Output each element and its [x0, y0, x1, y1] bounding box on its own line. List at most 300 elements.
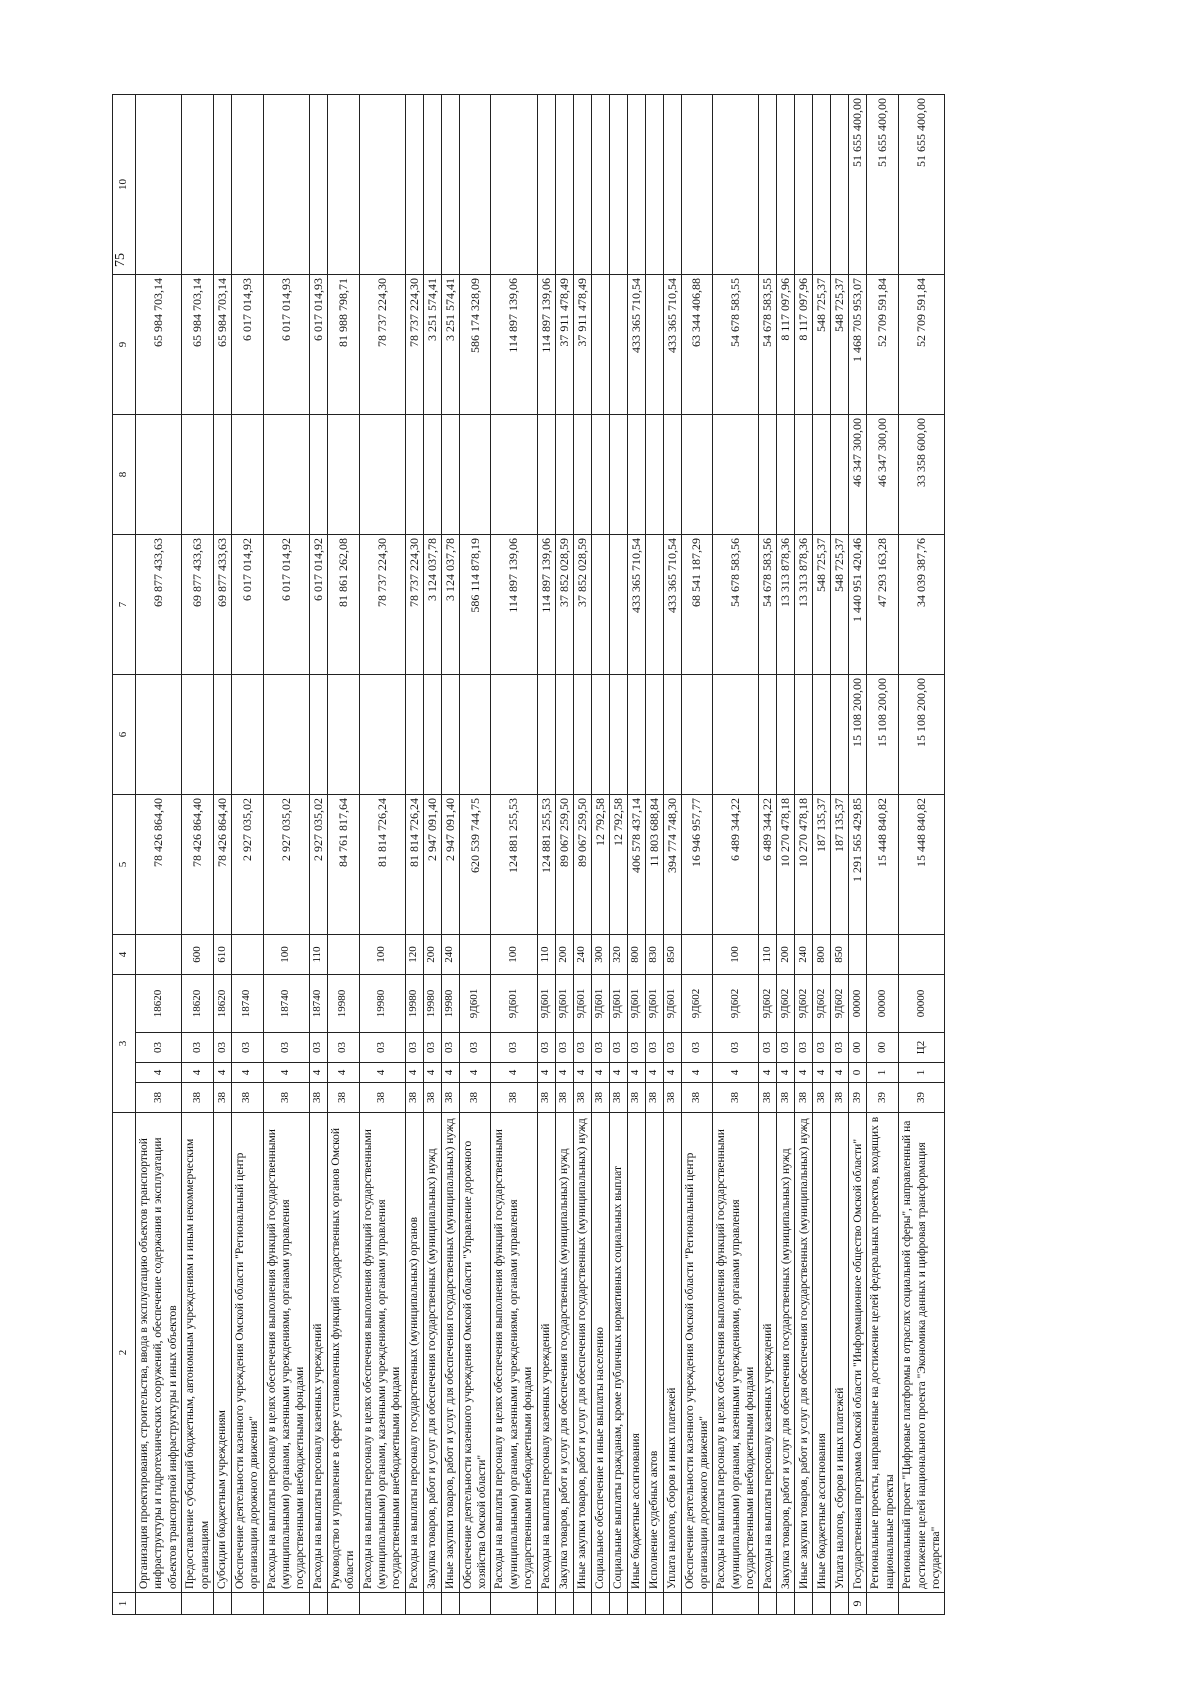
value-col7-cell: 54 678 583,56: [759, 535, 777, 675]
value-col7-cell: 433 365 710,54: [663, 535, 681, 675]
row-index-cell: [359, 1593, 405, 1615]
value-col9-cell: 8 117 097,96: [777, 275, 795, 415]
table-row: [309, 95, 327, 1615]
table-row: [231, 95, 263, 1615]
row-index-cell: [263, 1593, 309, 1615]
row-index-cell: [663, 1593, 681, 1615]
code-a-cell: 38: [231, 1083, 263, 1113]
value-col8-cell: [441, 415, 459, 535]
code-c-cell: 03: [182, 1033, 214, 1063]
value-col9-cell: 54 678 583,55: [713, 275, 759, 415]
value-col5-cell: 15 448 840,82: [899, 795, 945, 935]
row-index-cell: [459, 1593, 491, 1615]
code-d-cell: 9Д601: [537, 975, 555, 1033]
header-cell: 6: [113, 675, 136, 795]
code-a-cell: 38: [423, 1083, 441, 1113]
row-index-cell: [759, 1593, 777, 1615]
code-c-cell: 03: [213, 1033, 231, 1063]
code-d-cell: 19980: [441, 975, 459, 1033]
code-a-cell: 38: [627, 1083, 645, 1113]
code-c-cell: 03: [327, 1033, 359, 1063]
row-index-cell: [136, 1593, 182, 1615]
header-cell: 4: [113, 935, 136, 975]
value-col5-cell: 124 881 255,53: [491, 795, 537, 935]
value-col8-cell: [645, 415, 663, 535]
table-row: [327, 95, 359, 1615]
code-c-cell: 03: [777, 1033, 795, 1063]
code-c-cell: 03: [573, 1033, 591, 1063]
row-index-cell: [555, 1593, 573, 1615]
table-row: [573, 95, 591, 1615]
table-row: [182, 95, 214, 1615]
row-index-cell: [231, 1593, 263, 1615]
row-index-cell: [441, 1593, 459, 1615]
code-c-cell: 03: [441, 1033, 459, 1063]
value-col6-cell: [231, 675, 263, 795]
value-col8-cell: [537, 415, 555, 535]
value-col8-cell: 46 347 300,00: [849, 415, 867, 535]
header-cell: 5: [113, 795, 136, 935]
code-c-cell: 03: [609, 1033, 627, 1063]
row-name-cell: Закупка товаров, работ и услуг для обеспечения государственных (муниципальных) нужд: [555, 1113, 573, 1593]
value-col7-cell: 13 313 878,36: [795, 535, 813, 675]
value-col6-cell: [327, 675, 359, 795]
row-index-cell: [182, 1593, 214, 1615]
code-a-cell: 38: [405, 1083, 423, 1113]
value-col7-cell: 47 293 163,28: [867, 535, 899, 675]
code-b-cell: 4: [795, 1063, 813, 1083]
value-col9-cell: 37 911 478,49: [555, 275, 573, 415]
value-col8-cell: [182, 415, 214, 535]
code-d-cell: 9Д602: [831, 975, 849, 1033]
row-index-cell: [537, 1593, 555, 1615]
value-col6-cell: [759, 675, 777, 795]
code-c-cell: 03: [459, 1033, 491, 1063]
value-col8-cell: [591, 415, 609, 535]
code-a-cell: 38: [609, 1083, 627, 1113]
value-col10-cell: [405, 95, 423, 275]
value-col7-cell: 78 737 224,30: [359, 535, 405, 675]
code-b-cell: 4: [441, 1063, 459, 1083]
expense-type-cell: [459, 935, 491, 975]
code-b-cell: 4: [327, 1063, 359, 1083]
table-row: [849, 95, 867, 1615]
expense-type-cell: 850: [831, 935, 849, 975]
table-row: [555, 95, 573, 1615]
expense-type-cell: [231, 935, 263, 975]
value-col7-cell: 3 124 037,78: [423, 535, 441, 675]
table-row: [136, 95, 182, 1615]
row-index-cell: [777, 1593, 795, 1615]
value-col6-cell: [459, 675, 491, 795]
value-col7-cell: 54 678 583,56: [713, 535, 759, 675]
row-index-cell: [795, 1593, 813, 1615]
code-c-cell: 03: [231, 1033, 263, 1063]
page-number: 75: [113, 253, 128, 267]
value-col6-cell: [645, 675, 663, 795]
code-d-cell: 9Д602: [777, 975, 795, 1033]
code-d-cell: 18620: [213, 975, 231, 1033]
value-col10-cell: [713, 95, 759, 275]
value-col7-cell: 69 877 433,63: [213, 535, 231, 675]
code-b-cell: 4: [405, 1063, 423, 1083]
value-col5-cell: 84 761 817,64: [327, 795, 359, 935]
value-col8-cell: [759, 415, 777, 535]
code-b-cell: 4: [609, 1063, 627, 1083]
value-col5-cell: 78 426 864,40: [182, 795, 214, 935]
value-col5-cell: 78 426 864,40: [136, 795, 182, 935]
value-col5-cell: 89 067 259,50: [573, 795, 591, 935]
table-row: [645, 95, 663, 1615]
code-c-cell: 03: [309, 1033, 327, 1063]
row-index-cell: [405, 1593, 423, 1615]
expense-type-cell: 110: [537, 935, 555, 975]
code-c-cell: 03: [591, 1033, 609, 1063]
table-row: [899, 95, 945, 1615]
row-index-cell: [491, 1593, 537, 1615]
value-col7-cell: 3 124 037,78: [441, 535, 459, 675]
value-col10-cell: [213, 95, 231, 275]
value-col10-cell: [136, 95, 182, 275]
code-b-cell: 1: [867, 1063, 899, 1083]
value-col10-cell: [491, 95, 537, 275]
table-row: [537, 95, 555, 1615]
value-col10-cell: [327, 95, 359, 275]
table-row: [609, 95, 627, 1615]
value-col6-cell: [681, 675, 713, 795]
row-index-cell: [831, 1593, 849, 1615]
code-b-cell: 4: [759, 1063, 777, 1083]
value-col5-cell: 2 927 035,02: [263, 795, 309, 935]
code-d-cell: 18740: [263, 975, 309, 1033]
code-a-cell: 38: [491, 1083, 537, 1113]
value-col8-cell: [663, 415, 681, 535]
header-cell: 10: [113, 95, 136, 275]
table-row: [795, 95, 813, 1615]
row-name-cell: Расходы на выплаты персоналу казенных учреждений: [537, 1113, 555, 1593]
value-col10-cell: [537, 95, 555, 275]
expense-type-cell: 600: [182, 935, 214, 975]
value-col7-cell: 37 852 028,59: [573, 535, 591, 675]
value-col8-cell: [491, 415, 537, 535]
code-b-cell: 4: [231, 1063, 263, 1083]
value-col6-cell: 15 108 200,00: [849, 675, 867, 795]
value-col10-cell: [609, 95, 627, 275]
code-b-cell: 4: [645, 1063, 663, 1083]
value-col8-cell: [327, 415, 359, 535]
code-a-cell: 38: [263, 1083, 309, 1113]
value-col6-cell: [491, 675, 537, 795]
value-col8-cell: 46 347 300,00: [867, 415, 899, 535]
code-b-cell: 4: [359, 1063, 405, 1083]
table-row: [681, 95, 713, 1615]
value-col8-cell: [309, 415, 327, 535]
code-b-cell: 4: [627, 1063, 645, 1083]
value-col10-cell: [681, 95, 713, 275]
value-col10-cell: [441, 95, 459, 275]
value-col6-cell: [441, 675, 459, 795]
code-a-cell: 38: [537, 1083, 555, 1113]
value-col8-cell: 33 358 600,00: [899, 415, 945, 535]
value-col7-cell: 6 017 014,92: [231, 535, 263, 675]
value-col7-cell: 433 365 710,54: [627, 535, 645, 675]
row-name-cell: Иные бюджетные ассигнования: [627, 1113, 645, 1593]
expense-type-cell: [867, 935, 899, 975]
value-col10-cell: [459, 95, 491, 275]
value-col7-cell: 37 852 028,59: [555, 535, 573, 675]
expense-type-cell: 320: [609, 935, 627, 975]
budget-table: [112, 94, 945, 1615]
header-cell: 2: [113, 1113, 136, 1593]
code-a-cell: 38: [795, 1083, 813, 1113]
value-col5-cell: 81 814 726,24: [405, 795, 423, 935]
value-col7-cell: [609, 535, 627, 675]
value-col7-cell: [591, 535, 609, 675]
code-b-cell: 4: [459, 1063, 491, 1083]
value-col8-cell: [573, 415, 591, 535]
value-col6-cell: [777, 675, 795, 795]
row-name-cell: Предоставление субсидий бюджетным, автономным учреждениям и иным некоммерческим организациям: [182, 1113, 214, 1593]
value-col9-cell: 1 468 705 953,07: [849, 275, 867, 415]
row-name-cell: Расходы на выплаты персоналу государственных (муниципальных) органов: [405, 1113, 423, 1593]
header-cell: 3: [113, 975, 136, 1113]
value-col8-cell: [777, 415, 795, 535]
value-col10-cell: [573, 95, 591, 275]
code-c-cell: 03: [555, 1033, 573, 1063]
value-col8-cell: [405, 415, 423, 535]
code-d-cell: 19980: [359, 975, 405, 1033]
code-c-cell: 00: [867, 1033, 899, 1063]
row-index-cell: 9: [849, 1593, 867, 1615]
expense-type-cell: [849, 935, 867, 975]
code-d-cell: 00000: [849, 975, 867, 1033]
code-d-cell: 19980: [423, 975, 441, 1033]
code-a-cell: 38: [309, 1083, 327, 1113]
code-c-cell: 03: [663, 1033, 681, 1063]
value-col10-cell: 51 655 400,00: [849, 95, 867, 275]
row-name-cell: Социальные выплаты гражданам, кроме публичных нормативных социальных выплат: [609, 1113, 627, 1593]
row-name-cell: Субсидии бюджетным учреждениям: [213, 1113, 231, 1593]
value-col6-cell: [423, 675, 441, 795]
value-col5-cell: 620 539 744,75: [459, 795, 491, 935]
value-col10-cell: [309, 95, 327, 275]
value-col5-cell: 89 067 259,50: [555, 795, 573, 935]
value-col9-cell: 114 897 139,06: [537, 275, 555, 415]
expense-type-cell: [327, 935, 359, 975]
value-col9-cell: 114 897 139,06: [491, 275, 537, 415]
value-col6-cell: [573, 675, 591, 795]
code-c-cell: 03: [681, 1033, 713, 1063]
code-d-cell: 9Д601: [491, 975, 537, 1033]
table-row: [713, 95, 759, 1615]
table-row: [405, 95, 423, 1615]
value-col9-cell: 3 251 574,41: [441, 275, 459, 415]
value-col10-cell: [231, 95, 263, 275]
value-col10-cell: [359, 95, 405, 275]
value-col8-cell: [359, 415, 405, 535]
code-b-cell: 4: [777, 1063, 795, 1083]
code-b-cell: 0: [849, 1063, 867, 1083]
value-col5-cell: 81 814 726,24: [359, 795, 405, 935]
header-cell: 1: [113, 1593, 136, 1615]
value-col6-cell: [609, 675, 627, 795]
value-col5-cell: 11 803 688,84: [645, 795, 663, 935]
code-c-cell: 03: [263, 1033, 309, 1063]
code-a-cell: 38: [831, 1083, 849, 1113]
code-d-cell: 19980: [327, 975, 359, 1033]
expense-type-cell: 610: [213, 935, 231, 975]
value-col8-cell: [459, 415, 491, 535]
value-col8-cell: [231, 415, 263, 535]
code-d-cell: 9Д601: [645, 975, 663, 1033]
code-b-cell: 1: [899, 1063, 945, 1083]
value-col7-cell: 6 017 014,92: [263, 535, 309, 675]
code-a-cell: 38: [573, 1083, 591, 1113]
value-col10-cell: 51 655 400,00: [899, 95, 945, 275]
row-index-cell: [213, 1593, 231, 1615]
table-row: [459, 95, 491, 1615]
code-c-cell: 03: [645, 1033, 663, 1063]
code-c-cell: 03: [136, 1033, 182, 1063]
table-row: [591, 95, 609, 1615]
code-d-cell: 9Д601: [663, 975, 681, 1033]
value-col9-cell: 548 725,37: [831, 275, 849, 415]
row-name-cell: Расходы на выплаты персоналу в целях обеспечения выполнения функций государственными (муниципальными) органами, казенными учреждениями, органами управления государственными внебюджетными фондами: [713, 1113, 759, 1593]
value-col10-cell: [423, 95, 441, 275]
value-col9-cell: 6 017 014,93: [263, 275, 309, 415]
header-cell: 7: [113, 535, 136, 675]
value-col5-cell: 2 947 091,40: [441, 795, 459, 935]
value-col5-cell: 124 881 255,53: [537, 795, 555, 935]
value-col7-cell: 114 897 139,06: [491, 535, 537, 675]
value-col9-cell: 586 174 328,09: [459, 275, 491, 415]
code-b-cell: 4: [555, 1063, 573, 1083]
value-col5-cell: 2 927 035,02: [231, 795, 263, 935]
value-col8-cell: [681, 415, 713, 535]
value-col5-cell: 1 291 565 429,85: [849, 795, 867, 935]
code-b-cell: 4: [263, 1063, 309, 1083]
row-index-cell: [609, 1593, 627, 1615]
value-col10-cell: [777, 95, 795, 275]
value-col9-cell: 433 365 710,54: [627, 275, 645, 415]
value-col6-cell: 15 108 200,00: [899, 675, 945, 795]
value-col9-cell: [645, 275, 663, 415]
table-row: [759, 95, 777, 1615]
code-d-cell: 9Д601: [555, 975, 573, 1033]
table-row: [213, 95, 231, 1615]
code-c-cell: 03: [491, 1033, 537, 1063]
table-row: [491, 95, 537, 1615]
value-col7-cell: 69 877 433,63: [182, 535, 214, 675]
value-col8-cell: [713, 415, 759, 535]
table-body: [136, 95, 945, 1615]
code-a-cell: 38: [777, 1083, 795, 1113]
expense-type-cell: 850: [663, 935, 681, 975]
value-col9-cell: 78 737 224,30: [405, 275, 423, 415]
code-c-cell: 03: [713, 1033, 759, 1063]
expense-type-cell: 200: [777, 935, 795, 975]
row-index-cell: [627, 1593, 645, 1615]
value-col5-cell: 12 792,58: [609, 795, 627, 935]
row-index-cell: [645, 1593, 663, 1615]
value-col6-cell: [813, 675, 831, 795]
value-col6-cell: [591, 675, 609, 795]
expense-type-cell: 240: [573, 935, 591, 975]
table-row: [423, 95, 441, 1615]
value-col5-cell: 2 927 035,02: [309, 795, 327, 935]
code-c-cell: 00: [849, 1033, 867, 1063]
value-col7-cell: [645, 535, 663, 675]
table-row: [813, 95, 831, 1615]
code-c-cell: 03: [813, 1033, 831, 1063]
value-col8-cell: [213, 415, 231, 535]
value-col9-cell: 3 251 574,41: [423, 275, 441, 415]
value-col7-cell: 114 897 139,06: [537, 535, 555, 675]
code-c-cell: 03: [537, 1033, 555, 1063]
expense-type-cell: 110: [759, 935, 777, 975]
value-col6-cell: [713, 675, 759, 795]
expense-type-cell: 110: [309, 935, 327, 975]
code-c-cell: 03: [795, 1033, 813, 1063]
expense-type-cell: 800: [627, 935, 645, 975]
row-name-cell: Расходы на выплаты персоналу казенных учреждений: [309, 1113, 327, 1593]
code-b-cell: 4: [537, 1063, 555, 1083]
row-name-cell: Региональный проект "Цифровые платформы в отраслях социальной сферы", направленный на достижение целей национального проекта "Экономика данных и цифровая трансформация государства": [899, 1113, 945, 1593]
row-name-cell: Закупка товаров, работ и услуг для обеспечения государственных (муниципальных) нужд: [423, 1113, 441, 1593]
code-c-cell: 03: [405, 1033, 423, 1063]
code-a-cell: 39: [849, 1083, 867, 1113]
code-b-cell: 4: [423, 1063, 441, 1083]
value-col10-cell: 51 655 400,00: [867, 95, 899, 275]
header-cell: 8: [113, 415, 136, 535]
value-col9-cell: 65 984 703,14: [136, 275, 182, 415]
row-name-cell: Уплата налогов, сборов и иных платежей: [663, 1113, 681, 1593]
table-row: [867, 95, 899, 1615]
value-col6-cell: [795, 675, 813, 795]
expense-type-cell: [136, 935, 182, 975]
row-name-cell: Руководство и управление в сфере установленных функций государственных органов Омской области: [327, 1113, 359, 1593]
value-col9-cell: 63 344 406,88: [681, 275, 713, 415]
code-d-cell: 9Д601: [459, 975, 491, 1033]
row-name-cell: Расходы на выплаты персоналу в целях обеспечения выполнения функций государственными (муниципальными) органами, казенными учреждениями, органами управления государственными внебюджетными фондами: [491, 1113, 537, 1593]
code-b-cell: 4: [713, 1063, 759, 1083]
value-col6-cell: [359, 675, 405, 795]
value-col10-cell: [795, 95, 813, 275]
value-col6-cell: [663, 675, 681, 795]
value-col9-cell: 548 725,37: [813, 275, 831, 415]
code-a-cell: 38: [182, 1083, 214, 1113]
value-col9-cell: 65 984 703,14: [213, 275, 231, 415]
code-d-cell: 9Д601: [627, 975, 645, 1033]
value-col6-cell: [213, 675, 231, 795]
row-index-cell: [423, 1593, 441, 1615]
row-name-cell: Обеспечение деятельности казенного учреждения Омской области "Управление дорожного хозяйства Омской области": [459, 1113, 491, 1593]
code-b-cell: 4: [813, 1063, 831, 1083]
value-col7-cell: 13 313 878,36: [777, 535, 795, 675]
row-name-cell: Исполнение судебных актов: [645, 1113, 663, 1593]
code-b-cell: 4: [309, 1063, 327, 1083]
value-col9-cell: 52 709 591,84: [867, 275, 899, 415]
value-col10-cell: [663, 95, 681, 275]
table-row: [831, 95, 849, 1615]
value-col9-cell: [609, 275, 627, 415]
expense-type-cell: 200: [555, 935, 573, 975]
value-col5-cell: 406 578 437,14: [627, 795, 645, 935]
code-a-cell: 38: [681, 1083, 713, 1113]
code-d-cell: 9Д601: [591, 975, 609, 1033]
value-col10-cell: [831, 95, 849, 275]
code-d-cell: 18620: [182, 975, 214, 1033]
